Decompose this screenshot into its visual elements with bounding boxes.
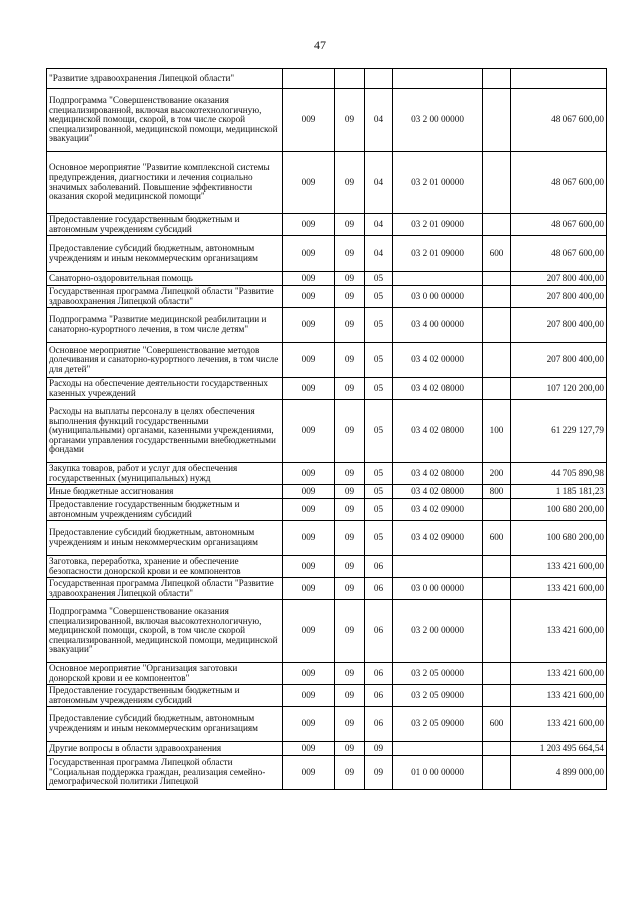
row-csr-cell: 03 2 00 00000 xyxy=(393,89,483,152)
row-vr-cell xyxy=(483,89,511,152)
row-amount-cell: 133 421 600,00 xyxy=(511,707,607,742)
row-amount-cell: 44 705 890,98 xyxy=(511,463,607,485)
row-rz-cell: 09 xyxy=(335,578,365,600)
table-row xyxy=(47,308,607,343)
row-ved-cell: 009 xyxy=(283,556,335,578)
row-name-cell: Государственная программа Липецкой области "Развитие здравоохранения Липецкой области" xyxy=(47,286,283,308)
row-ved-cell: 009 xyxy=(283,400,335,463)
row-rz-cell: 09 xyxy=(335,600,365,663)
table-row xyxy=(47,556,607,578)
row-amount-cell: 48 067 600,00 xyxy=(511,89,607,152)
table-row xyxy=(47,485,607,499)
row-rz-cell: 09 xyxy=(335,308,365,343)
row-name-cell: Закупка товаров, работ и услуг для обеспечения государственных (муниципальных) нужд xyxy=(47,463,283,485)
row-vr-cell xyxy=(483,578,511,600)
row-vr-cell xyxy=(483,663,511,685)
row-name-cell: Основное мероприятие "Развитие комплексной системы предупреждения, диагностики и лечения социально значимых заболеваний. Повышение эффективности оказания скорой медицинской помощи" xyxy=(47,152,283,214)
row-csr-cell: 01 0 00 00000 xyxy=(393,756,483,790)
row-csr-cell: 03 2 05 09000 xyxy=(393,707,483,742)
row-rz-cell: 09 xyxy=(335,663,365,685)
row-pr-cell: 04 xyxy=(365,214,393,236)
row-ved-cell: 009 xyxy=(283,214,335,236)
row-vr-cell xyxy=(483,756,511,790)
row-ved-cell: 009 xyxy=(283,663,335,685)
row-ved-cell: 009 xyxy=(283,742,335,756)
row-csr-cell: 03 4 02 08000 xyxy=(393,463,483,485)
row-csr-cell: 03 0 00 00000 xyxy=(393,578,483,600)
row-vr-cell xyxy=(483,152,511,214)
row-name-cell: Основное мероприятие "Организация заготовки донорской крови и ее компонентов" xyxy=(47,663,283,685)
row-vr-cell xyxy=(483,742,511,756)
row-amount-cell: 100 680 200,00 xyxy=(511,521,607,556)
table-row xyxy=(47,685,607,707)
row-ved-cell: 009 xyxy=(283,756,335,790)
row-amount-cell xyxy=(511,69,607,89)
row-amount-cell: 4 899 000,00 xyxy=(511,756,607,790)
row-pr-cell: 05 xyxy=(365,400,393,463)
row-name-cell: Подпрограмма "Развитие медицинской реабилитации и санаторно-курортного лечения, в том числе детям" xyxy=(47,308,283,343)
row-csr-cell: 03 4 02 08000 xyxy=(393,378,483,400)
row-ved-cell: 009 xyxy=(283,499,335,521)
row-name-cell: Санаторно-оздоровительная помощь xyxy=(47,272,283,286)
row-ved-cell: 009 xyxy=(283,378,335,400)
row-pr-cell: 05 xyxy=(365,485,393,499)
row-name-cell: Предоставление государственным бюджетным и автономным учреждениям субсидий xyxy=(47,214,283,236)
row-amount-cell: 133 421 600,00 xyxy=(511,685,607,707)
row-name-cell: "Развитие здравоохранения Липецкой области" xyxy=(47,69,283,89)
row-pr-cell: 06 xyxy=(365,600,393,663)
row-csr-cell: 03 2 05 09000 xyxy=(393,685,483,707)
row-ved-cell: 009 xyxy=(283,308,335,343)
row-name-cell: Основное мероприятие "Совершенствование методов долечивания и санаторно-курортного лечения, в том числе для детей" xyxy=(47,343,283,378)
row-pr-cell: 04 xyxy=(365,89,393,152)
row-csr-cell: 03 2 01 00000 xyxy=(393,152,483,214)
row-ved-cell: 009 xyxy=(283,343,335,378)
row-vr-cell xyxy=(483,214,511,236)
row-pr-cell: 09 xyxy=(365,756,393,790)
row-rz-cell: 09 xyxy=(335,707,365,742)
row-pr-cell: 05 xyxy=(365,463,393,485)
row-amount-cell: 61 229 127,79 xyxy=(511,400,607,463)
row-amount-cell: 133 421 600,00 xyxy=(511,578,607,600)
row-vr-cell: 100 xyxy=(483,400,511,463)
row-name-cell: Расходы на выплаты персоналу в целях обеспечения выполнения функций государственными (муниципальными) органами, казенными учреждениями, органами управления государственными внебюджетными фондами xyxy=(47,400,283,463)
row-csr-cell: 03 4 02 00000 xyxy=(393,343,483,378)
table-row xyxy=(47,600,607,663)
row-vr-cell xyxy=(483,272,511,286)
table-row xyxy=(47,286,607,308)
row-rz-cell: 09 xyxy=(335,89,365,152)
row-name-cell: Предоставление субсидий бюджетным, автономным учреждениям и иным некоммерческим организациям xyxy=(47,521,283,556)
row-csr-cell: 03 4 02 08000 xyxy=(393,400,483,463)
row-name-cell: Предоставление субсидий бюджетным, автономным учреждениям и иным некоммерческим организациям xyxy=(47,707,283,742)
row-vr-cell: 600 xyxy=(483,521,511,556)
row-csr-cell: 03 4 02 09000 xyxy=(393,499,483,521)
row-vr-cell xyxy=(483,556,511,578)
row-amount-cell: 207 800 400,00 xyxy=(511,272,607,286)
row-vr-cell: 200 xyxy=(483,463,511,485)
table-row xyxy=(47,663,607,685)
row-amount-cell: 207 800 400,00 xyxy=(511,286,607,308)
row-pr-cell: 05 xyxy=(365,521,393,556)
table-row xyxy=(47,378,607,400)
row-name-cell: Другие вопросы в области здравоохранения xyxy=(47,742,283,756)
row-csr-cell: 03 4 02 08000 xyxy=(393,485,483,499)
row-vr-cell: 800 xyxy=(483,485,511,499)
row-rz-cell: 09 xyxy=(335,685,365,707)
row-amount-cell: 107 120 200,00 xyxy=(511,378,607,400)
table-row xyxy=(47,742,607,756)
row-csr-cell: 03 2 05 00000 xyxy=(393,663,483,685)
row-name-cell: Предоставление государственным бюджетным и автономным учреждениям субсидий xyxy=(47,499,283,521)
row-vr-cell xyxy=(483,685,511,707)
row-amount-cell: 133 421 600,00 xyxy=(511,663,607,685)
row-amount-cell: 207 800 400,00 xyxy=(511,343,607,378)
row-ved-cell: 009 xyxy=(283,236,335,272)
row-pr-cell xyxy=(365,69,393,89)
row-ved-cell: 009 xyxy=(283,463,335,485)
row-name-cell: Заготовка, переработка, хранение и обеспечение безопасности донорской крови и ее компонентов xyxy=(47,556,283,578)
row-rz-cell: 09 xyxy=(335,556,365,578)
row-csr-cell: 03 2 00 00000 xyxy=(393,600,483,663)
row-pr-cell: 05 xyxy=(365,378,393,400)
row-vr-cell xyxy=(483,343,511,378)
row-rz-cell: 09 xyxy=(335,485,365,499)
row-name-cell: Государственная программа Липецкой области "Развитие здравоохранения Липецкой области" xyxy=(47,578,283,600)
table-row xyxy=(47,69,607,89)
row-rz-cell: 09 xyxy=(335,378,365,400)
row-rz-cell: 09 xyxy=(335,236,365,272)
row-rz-cell xyxy=(335,69,365,89)
row-pr-cell: 06 xyxy=(365,578,393,600)
row-csr-cell xyxy=(393,272,483,286)
row-pr-cell: 06 xyxy=(365,556,393,578)
row-vr-cell xyxy=(483,499,511,521)
row-vr-cell xyxy=(483,69,511,89)
row-pr-cell: 05 xyxy=(365,286,393,308)
table-row xyxy=(47,756,607,790)
row-pr-cell: 05 xyxy=(365,343,393,378)
row-rz-cell: 09 xyxy=(335,272,365,286)
row-amount-cell: 133 421 600,00 xyxy=(511,556,607,578)
budget-table xyxy=(46,68,607,790)
row-rz-cell: 09 xyxy=(335,742,365,756)
table-row xyxy=(47,89,607,152)
row-ved-cell: 009 xyxy=(283,521,335,556)
row-pr-cell: 09 xyxy=(365,742,393,756)
row-amount-cell: 48 067 600,00 xyxy=(511,214,607,236)
row-vr-cell xyxy=(483,286,511,308)
row-rz-cell: 09 xyxy=(335,756,365,790)
row-pr-cell: 04 xyxy=(365,236,393,272)
row-ved-cell: 009 xyxy=(283,578,335,600)
table-row xyxy=(47,400,607,463)
row-amount-cell: 1 185 181,23 xyxy=(511,485,607,499)
table-row xyxy=(47,236,607,272)
row-ved-cell: 009 xyxy=(283,89,335,152)
row-amount-cell: 207 800 400,00 xyxy=(511,308,607,343)
row-csr-cell xyxy=(393,742,483,756)
row-rz-cell: 09 xyxy=(335,400,365,463)
row-vr-cell: 600 xyxy=(483,236,511,272)
row-ved-cell: 009 xyxy=(283,286,335,308)
row-csr-cell: 03 2 01 09000 xyxy=(393,214,483,236)
table-row xyxy=(47,343,607,378)
row-ved-cell: 009 xyxy=(283,707,335,742)
row-pr-cell: 06 xyxy=(365,685,393,707)
table-row xyxy=(47,272,607,286)
row-csr-cell xyxy=(393,69,483,89)
row-pr-cell: 05 xyxy=(365,499,393,521)
row-vr-cell: 600 xyxy=(483,707,511,742)
row-ved-cell: 009 xyxy=(283,685,335,707)
table-row xyxy=(47,707,607,742)
row-rz-cell: 09 xyxy=(335,499,365,521)
table-row xyxy=(47,499,607,521)
row-ved-cell xyxy=(283,69,335,89)
table-row xyxy=(47,578,607,600)
row-csr-cell xyxy=(393,556,483,578)
row-name-cell: Расходы на обеспечение деятельности государственных казенных учреждений xyxy=(47,378,283,400)
page-number: 47 xyxy=(314,38,326,52)
row-vr-cell xyxy=(483,378,511,400)
row-ved-cell: 009 xyxy=(283,485,335,499)
row-name-cell: Иные бюджетные ассигнования xyxy=(47,485,283,499)
row-pr-cell: 05 xyxy=(365,308,393,343)
table-row xyxy=(47,214,607,236)
row-rz-cell: 09 xyxy=(335,214,365,236)
row-rz-cell: 09 xyxy=(335,152,365,214)
row-pr-cell: 05 xyxy=(365,272,393,286)
row-rz-cell: 09 xyxy=(335,463,365,485)
table-row xyxy=(47,152,607,214)
row-pr-cell: 06 xyxy=(365,707,393,742)
row-csr-cell: 03 0 00 00000 xyxy=(393,286,483,308)
row-csr-cell: 03 2 01 09000 xyxy=(393,236,483,272)
row-vr-cell xyxy=(483,600,511,663)
row-vr-cell xyxy=(483,308,511,343)
row-ved-cell: 009 xyxy=(283,152,335,214)
row-amount-cell: 100 680 200,00 xyxy=(511,499,607,521)
row-rz-cell: 09 xyxy=(335,521,365,556)
row-name-cell: Государственная программа Липецкой области "Социальная поддержка граждан, реализация семейно-демографической политики Липецкой xyxy=(47,756,283,790)
table-row xyxy=(47,463,607,485)
row-pr-cell: 06 xyxy=(365,663,393,685)
row-amount-cell: 48 067 600,00 xyxy=(511,236,607,272)
row-rz-cell: 09 xyxy=(335,343,365,378)
row-pr-cell: 04 xyxy=(365,152,393,214)
row-amount-cell: 133 421 600,00 xyxy=(511,600,607,663)
row-rz-cell: 09 xyxy=(335,286,365,308)
row-csr-cell: 03 4 02 09000 xyxy=(393,521,483,556)
row-csr-cell: 03 4 00 00000 xyxy=(393,308,483,343)
row-amount-cell: 1 203 495 664,54 xyxy=(511,742,607,756)
row-ved-cell: 009 xyxy=(283,272,335,286)
row-ved-cell: 009 xyxy=(283,600,335,663)
row-name-cell: Предоставление государственным бюджетным и автономным учреждениям субсидий xyxy=(47,685,283,707)
row-name-cell: Подпрограмма "Совершенствование оказания специализированной, включая высокотехнологичную, медицинской помощи, скорой, в том числе скорой специализированной, медицинской помощи, медицинской эвакуации" xyxy=(47,89,283,152)
table-row xyxy=(47,521,607,556)
row-amount-cell: 48 067 600,00 xyxy=(511,152,607,214)
row-name-cell: Подпрограмма "Совершенствование оказания специализированной, включая высокотехнологичную, медицинской помощи, скорой, в том числе скорой специализированной, медицинской помощи, медицинской эвакуации" xyxy=(47,600,283,663)
row-name-cell: Предоставление субсидий бюджетным, автономным учреждениям и иным некоммерческим организациям xyxy=(47,236,283,272)
